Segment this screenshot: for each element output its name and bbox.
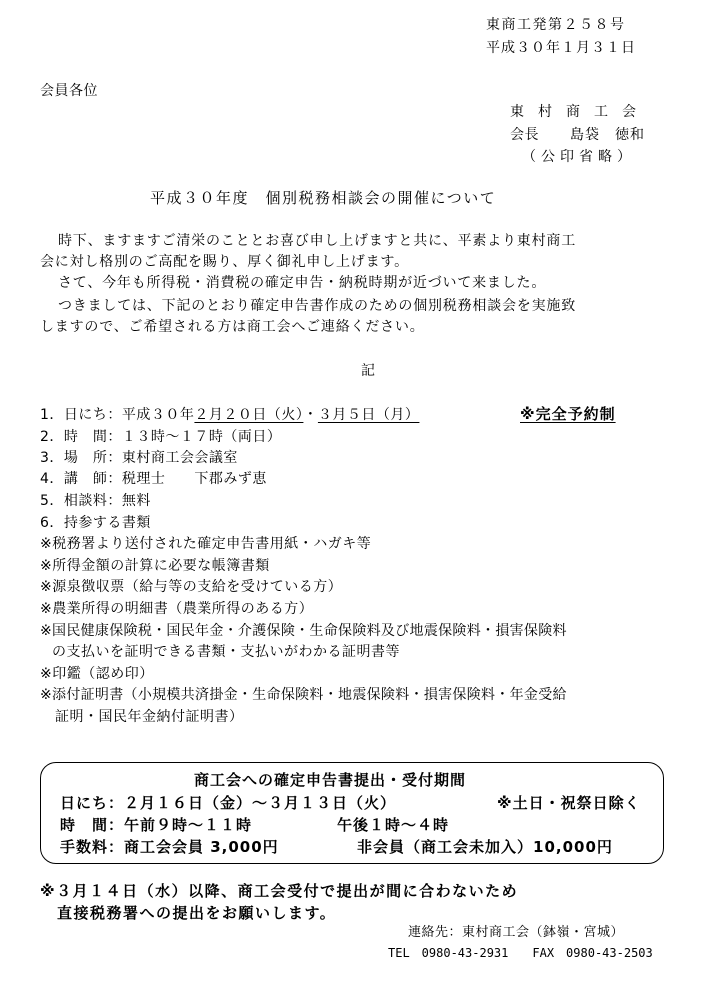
box-fee-nonmember: 非会員（商工会未加入）10,000円	[357, 838, 613, 856]
notice-line-2: 直接税務署への提出をお願いします。	[57, 904, 337, 922]
item-date-first: ２月２０日（火）	[194, 407, 304, 423]
bring-note-7a: ※添付証明書（小規模共済掛金・生命保険料・地震保険料・損害保険料・年金受給	[40, 687, 567, 703]
bring-note-5a: ※国民健康保険税・国民年金・介護保険・生命保険料及び地震保険料・損害保険料	[40, 623, 567, 639]
item-place: 3．場 所：東村商工会会議室	[40, 450, 238, 466]
box-hours-am: 時 間：午前９時～１１時	[60, 816, 253, 834]
body-line-1: 時下、ますますご清栄のこととお喜び申し上げますと共に、平素より東村商工	[58, 233, 576, 249]
bring-note-7b: 証明・国民年金納付証明書）	[55, 709, 244, 725]
bring-note-6: ※印鑑（認め印）	[40, 666, 154, 682]
ki-marker: 記	[361, 363, 376, 379]
contact-label: 連絡先：東村商工会（鉢嶺・宮城）	[408, 925, 625, 940]
bring-note-3: ※源泉徴収票（給与等の支給を受けている方）	[40, 579, 343, 595]
item-time: 2．時 間：１３時～１７時（両日）	[40, 429, 282, 445]
body-line-5: しますので、ご希望される方は商工会へご連絡ください。	[40, 319, 425, 335]
item-date	[40, 404, 419, 424]
body-line-3: さて、今年も所得税・消費税の確定申告・納税時期が近づいて来ました。	[58, 275, 547, 291]
document-title: 平成３０年度 個別税務相談会の開催について	[150, 189, 497, 207]
box-fee-member: 手数料：商工会会員 3,000円	[60, 838, 279, 856]
issue-date: 平成３０年１月３１日	[486, 40, 636, 56]
sender-organization: 東 村 商 工 会	[510, 104, 636, 120]
item-date-second: ３月５日（月）	[317, 407, 420, 423]
reservation-note: ※完全予約制	[520, 405, 616, 423]
item-lecturer: 4．講 師：税理士 下郡みず恵	[40, 471, 267, 487]
box-hours-pm: 午後１時～４時	[337, 816, 450, 834]
box-heading: 商工会への確定申告書提出・受付期間	[194, 771, 467, 789]
bring-note-5b: の支払いを証明できる書類・支払いがわかる証明書等	[52, 644, 400, 660]
box-dates: 日にち：２月１６日（金）～３月１３日（火）	[60, 794, 397, 812]
document-number: 東商工発第２５８号	[486, 17, 626, 33]
notice-line-1: ※３月１４日（水）以降、商工会受付で提出が間に合わないため	[40, 882, 519, 900]
contact-phone: TEL 0980-43-2931 FAX 0980-43-2503	[388, 946, 653, 960]
bring-note-4: ※農業所得の明細書（農業所得のある方）	[40, 601, 314, 617]
body-line-4: つきましては、下記のとおり確定申告書作成のための個別税務相談会を実施致	[58, 298, 576, 314]
body-line-2: 会に対し格別のご高配を賜り、厚く御礼申し上げます。	[40, 254, 409, 270]
item-fee: 5．相談料：無料	[40, 493, 151, 509]
item-date-separator: ・	[303, 407, 318, 423]
box-dates-note: ※土日・祝祭日除く	[497, 794, 641, 812]
item-bring: 6．持参する書類	[40, 515, 151, 531]
bring-note-2: ※所得金額の計算に必要な帳簿書類	[40, 558, 270, 574]
item-date-prefix: 1．日にち：平成３０年	[40, 407, 195, 423]
recipient: 会員各位	[40, 83, 98, 99]
sender-name: 島袋 徳和	[570, 127, 645, 143]
sender-title: 会長	[510, 127, 539, 143]
bring-note-1: ※税務署より送付された確定申告書用紙・ハガキ等	[40, 536, 372, 552]
seal-omitted: （公印省略）	[522, 149, 636, 165]
